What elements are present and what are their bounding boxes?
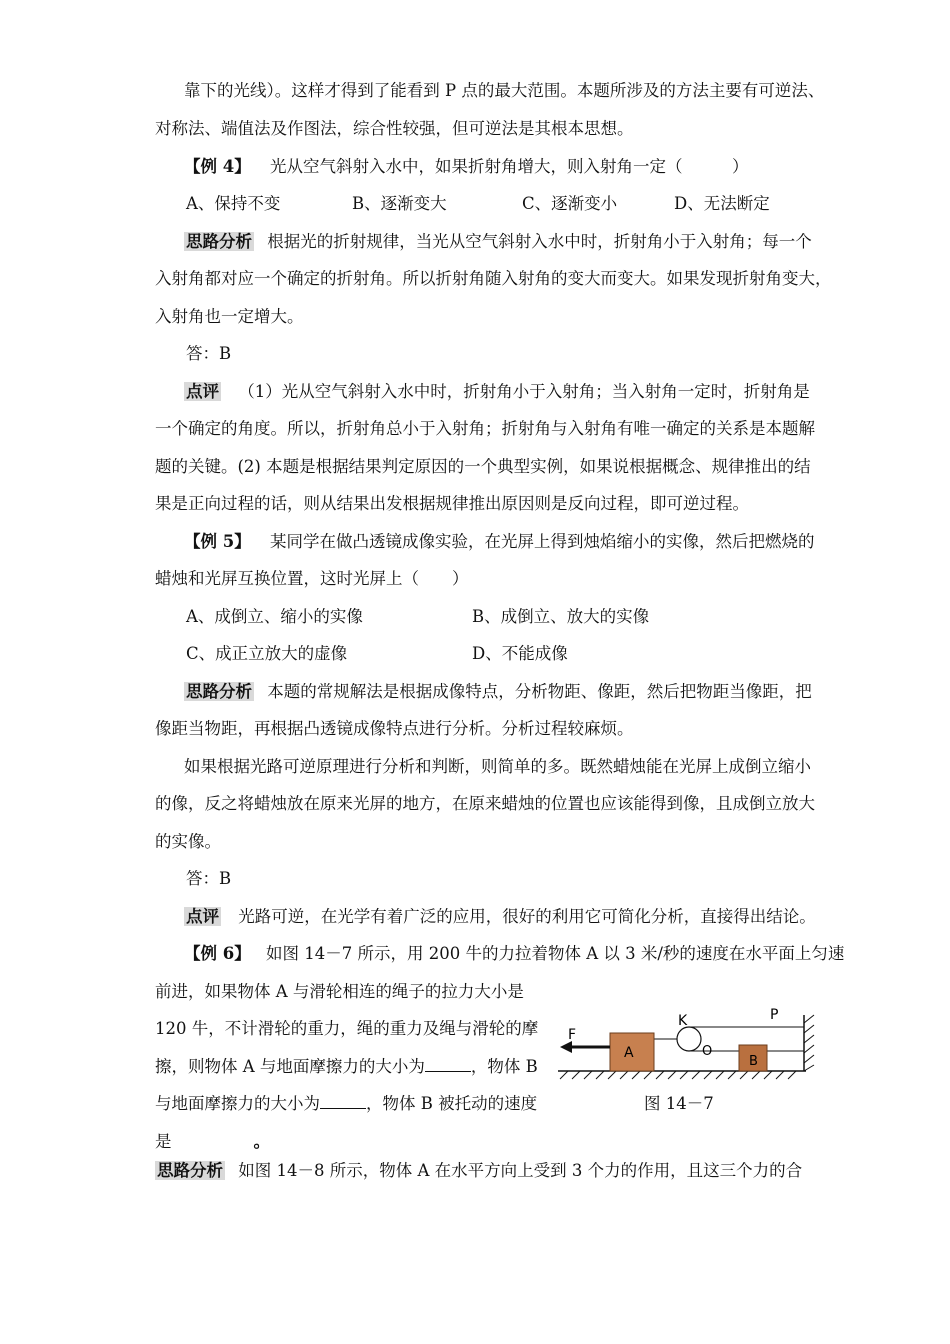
option-d: D、不能成像 [472,644,568,663]
example-label: 【例 5】 [184,532,251,551]
example-5-question [184,531,814,553]
comment-line: 果是正向过程的话，则从结果出发根据规律推出原因则是反向过程，即可逆过程。 [155,494,749,513]
text-line: 靠下的光线）。这样才得到了能看到 P 点的最大范围。本题所涉及的方法主要有可逆法、 [184,81,825,100]
example-label: 【例 4】 [184,157,251,176]
analysis-line: 的像，反之将蜡烛放在原来光屏的地方，在原来蜡烛的位置也应该能得到像，且成倒立放大 [155,794,815,813]
question-text: 120 牛，不计滑轮的重力，绳的重力及绳与滑轮的摩 [155,1019,539,1038]
answer: 答：B [186,869,232,888]
comment-line: 题的关键。(2) 本题是根据结果判定原因的一个典型实例，如果说根据概念、规律推出的结 [155,457,811,476]
comment-text: 光路可逆，在光学有着广泛的应用，很好的利用它可简化分析，直接得出结论。 [238,907,816,926]
wall [804,1015,814,1071]
label-a: A [624,1045,634,1061]
question-text: 。 [253,1132,270,1151]
analysis-line: 像距当物距，再根据凸透镜成像特点进行分析。分析过程较麻烦。 [155,719,634,738]
analysis-line: 入射角也一定增大。 [155,307,304,326]
question-text: 与地面摩擦力的大小为 [155,1094,320,1113]
figure-caption: 图 14－7 [644,1094,714,1113]
example-label: 【例 6】 [184,944,251,963]
analysis-label: 思路分析 [157,1161,223,1180]
example-6-question [184,943,844,965]
option-a: A、成倒立、缩小的实像 [186,607,363,626]
option-b: B、成倒立、放大的实像 [472,607,650,626]
answer: 答：B [186,344,232,363]
option-d: D、无法断定 [674,194,770,213]
comment-line [184,381,810,403]
option-a: A、保持不变 [186,194,281,213]
question-text: 光从空气斜射入水中，如果折射角增大，则入射角一定（ ） [269,157,749,176]
analysis-text: 根据光的折射规律，当光从空气斜射入水中时，折射角小于入射角；每一个 [267,232,812,251]
analysis-line [155,1160,802,1182]
ground [558,1071,806,1079]
example-4-question [184,156,748,178]
question-text: ，物体 B [470,1057,538,1076]
comment-line: 一个确定的角度。所以，折射角总小于入射角；折射角与入射角有唯一确定的关系是本题解 [155,419,815,438]
label-b: B [749,1054,758,1069]
question-text: ，物体 B 被托动的速度 [366,1094,538,1113]
analysis-line [184,231,812,253]
answer-blank[interactable] [320,1094,366,1109]
question-text: 前进，如果物体 A 与滑轮相连的绳子的拉力大小是 [155,982,524,1001]
option-b: B、逐渐变大 [352,194,447,213]
question-text: 是 [155,1132,172,1151]
pulley [677,1027,701,1051]
analysis-label: 思路分析 [186,682,252,701]
comment-line [184,906,816,928]
question-text: 蜡烛和光屏互换位置，这时光屏上（ ） [155,569,469,588]
analysis-line: 入射角都对应一个确定的折射角。所以折射角随入射角的变大而变大。如果发现折射角变大， [155,269,832,288]
question-text [155,1056,538,1078]
label-k: K [678,1013,688,1029]
question-text: 擦，则物体 A 与地面摩擦力的大小为 [155,1057,425,1076]
label-p: P [770,1007,779,1023]
answer-blank[interactable] [425,1057,471,1072]
question-text [155,1093,537,1115]
option-c: C、逐渐变小 [522,194,618,213]
comment-text: （1）光从空气斜射入水中时，折射角小于入射角；当入射角一定时，折射角是 [238,382,810,401]
comment-label: 点评 [186,382,219,401]
question-text [155,1131,270,1153]
comment-label: 点评 [186,907,219,926]
analysis-text: 如图 14－8 所示，物体 A 在水平方向上受到 3 个力的作用，且这三个力的合 [238,1161,803,1180]
question-text: 如图 14－7 所示，用 200 牛的力拉着物体 A 以 3 米/秒的速度在水平面上匀速 [265,944,845,963]
analysis-line: 的实像。 [155,832,221,851]
analysis-label: 思路分析 [186,232,252,251]
text-line: 对称法、端值法及作图法，综合性较强，但可逆法是其根本思想。 [155,119,634,138]
label-f: F [568,1027,577,1043]
question-text: 某同学在做凸透镜成像实验，在光屏上得到烛焰缩小的实像，然后把燃烧的 [269,532,815,551]
analysis-line: 如果根据光路可逆原理进行分析和判断，则简单的多。既然蜡烛能在光屏上成倒立缩小 [184,757,811,776]
analysis-line [184,681,812,703]
analysis-text: 本题的常规解法是根据成像特点，分析物距、像距，然后把物距当像距，把 [267,682,812,701]
label-o: O [702,1044,713,1059]
option-c: C、成正立放大的虚像 [186,644,348,663]
